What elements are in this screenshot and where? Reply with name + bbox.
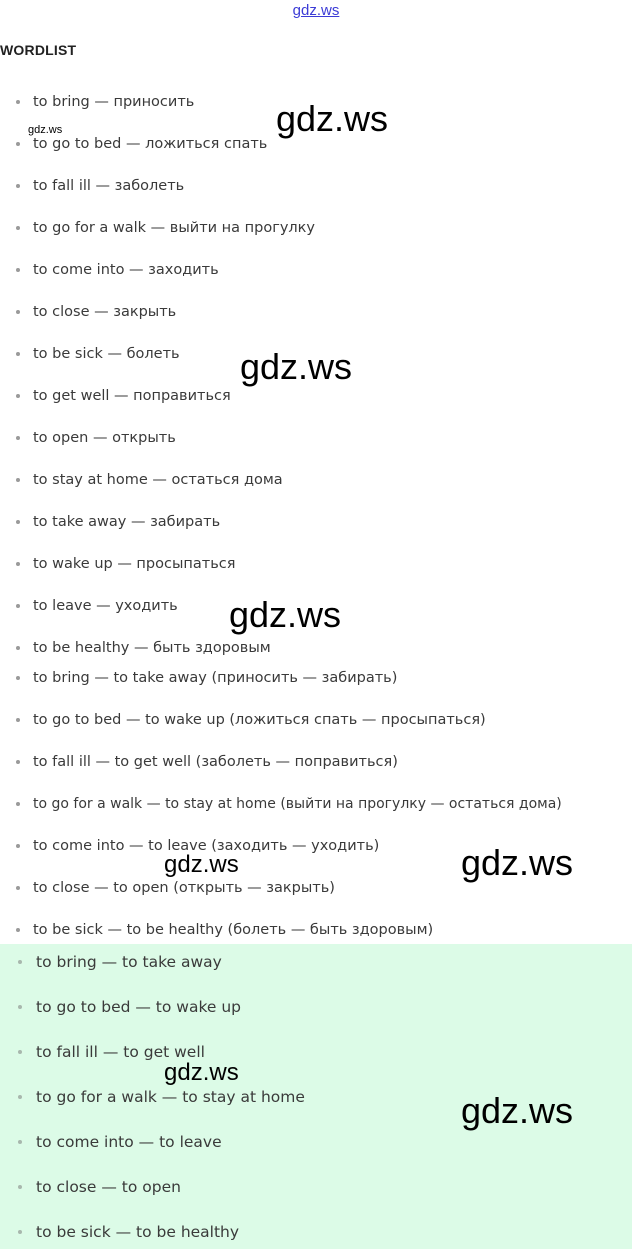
list-item-text: to fall ill — заболеть [33, 178, 185, 194]
bullet-icon [16, 520, 20, 524]
bullet-icon [16, 310, 20, 314]
list-item-text: to go for a walk — выйти на прогулку [33, 220, 316, 236]
bullet-icon [18, 960, 22, 964]
list-item-text: to go for a walk — to stay at home [36, 1088, 305, 1106]
page-title: WORDLIST [0, 42, 77, 58]
list-item-text: to go to bed — to wake up [36, 998, 242, 1016]
list-item-text: to go to bed — ложиться спать [33, 136, 268, 152]
bullet-icon [18, 1095, 22, 1099]
list-item-text: to be sick — to be healthy (болеть — быть здоровым) [33, 922, 434, 938]
list-item-text: to come into — заходить [33, 262, 219, 278]
bullet-icon [18, 1005, 22, 1009]
list-item-text: to take away — забирать [33, 514, 221, 530]
bullet-icon [16, 928, 20, 932]
bullet-icon [16, 436, 20, 440]
bullet-icon [16, 646, 20, 650]
list-item-text: to fall ill — to get well [36, 1043, 205, 1061]
watermark: gdz.ws [240, 346, 353, 387]
list-item-text: to fall ill — to get well (заболеть — поправиться) [33, 754, 398, 770]
bullet-icon [16, 604, 20, 608]
bullet-icon [16, 226, 20, 230]
list-item-text: to go for a walk — to stay at home (выйти на прогулку — остаться дома) [33, 796, 562, 812]
list-item-text: to close — to open (открыть — закрыть) [33, 880, 335, 896]
list-item-text: to leave — уходить [33, 598, 178, 614]
bullet-icon [16, 802, 20, 806]
bullet-icon [16, 478, 20, 482]
list-item-text: to bring — to take away (приносить — забирать) [33, 670, 398, 686]
bullet-icon [16, 760, 20, 764]
watermark: gdz.ws [164, 851, 239, 878]
bullet-icon [16, 676, 20, 680]
watermark: gdz.ws [276, 98, 389, 139]
bullet-icon [16, 268, 20, 272]
bullet-icon [16, 886, 20, 890]
bullet-icon [16, 352, 20, 356]
list-item-text: to bring — to take away [36, 953, 222, 971]
bullet-icon [16, 394, 20, 398]
list-item-text: to be healthy — быть здоровым [33, 640, 271, 656]
list-item-text: to be sick — to be healthy [36, 1223, 240, 1241]
list-item-text: to stay at home — остаться дома [33, 472, 283, 488]
list-item-text: to bring — приносить [33, 94, 195, 110]
bullet-icon [16, 844, 20, 848]
watermark: gdz.ws [461, 842, 574, 883]
list-item-text: to wake up — просыпаться [33, 556, 236, 572]
list-item-text: to close — to open [36, 1178, 181, 1196]
bullet-icon [18, 1140, 22, 1144]
bullet-icon [16, 184, 20, 188]
list-item-text: to open — открыть [33, 430, 176, 446]
bullet-icon [16, 142, 20, 146]
top-site-link[interactable]: gdz.ws [292, 2, 340, 19]
list-item-text: to get well — поправиться [33, 388, 231, 404]
watermark: gdz.ws [461, 1090, 574, 1131]
bullet-icon [18, 1050, 22, 1054]
list-item-text: to close — закрыть [33, 304, 177, 320]
bullet-icon [18, 1185, 22, 1189]
bullet-icon [16, 100, 20, 104]
watermark: gdz.ws [164, 1059, 239, 1086]
list-item-text: to be sick — болеть [33, 346, 180, 362]
bullet-icon [16, 718, 20, 722]
bullet-icon [18, 1230, 22, 1234]
watermark: gdz.ws [229, 594, 342, 635]
list-item-text: to come into — to leave (заходить — уходить) [33, 838, 380, 854]
list-item-text: to go to bed — to wake up (ложиться спать — просыпаться) [33, 712, 486, 728]
bullet-icon [16, 562, 20, 566]
list-item-text: to come into — to leave [36, 1133, 222, 1151]
watermark-small: gdz.ws [28, 124, 63, 136]
